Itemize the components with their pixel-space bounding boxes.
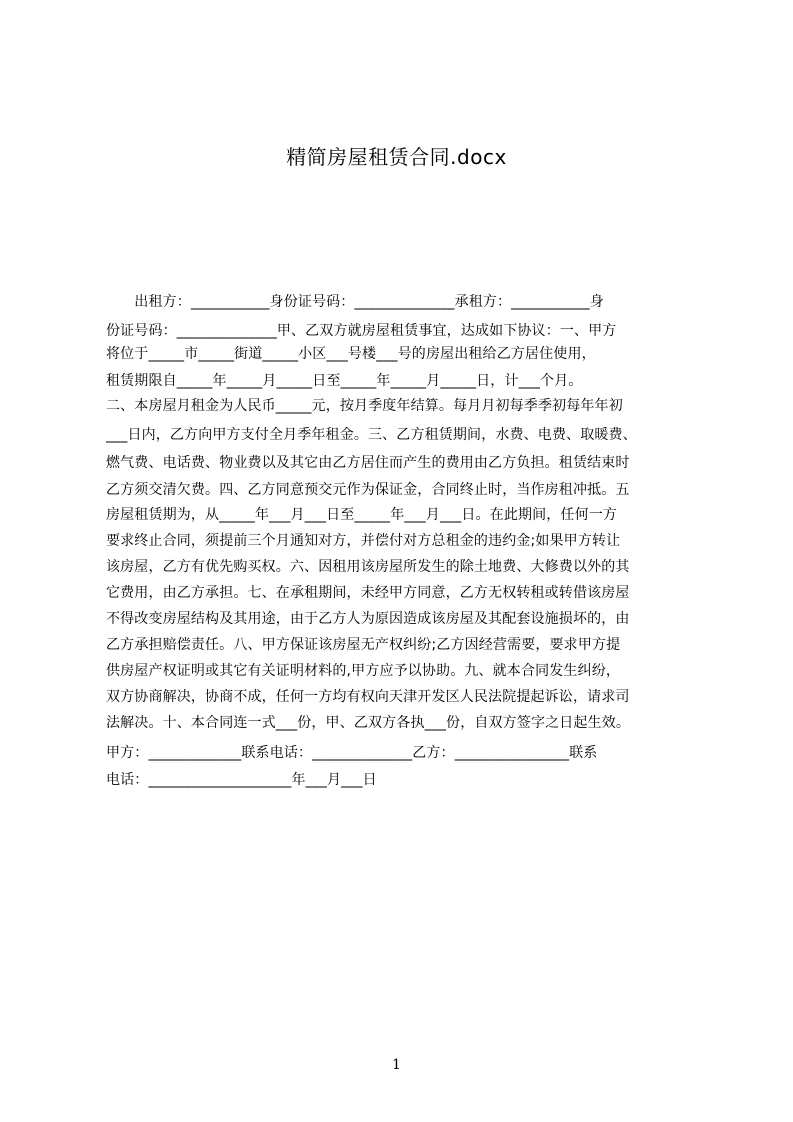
body-line: 将位于_____市_____街道_____小区___号楼___号的房屋出租给乙方居住使用， (106, 346, 596, 362)
body-line: 房屋租赁期为，从_____年___月___日至_____年___月___日。在此期间，任何一方 (106, 507, 618, 523)
body-line: ___日内，乙方向甲方支付全月季年租金。三、乙方租赁期间，水费、电费、取暖费、 (106, 427, 637, 443)
body-line: 份证号码：______________甲、乙双方就房屋租赁事宜，达成如下协议：一、甲方 (106, 323, 617, 339)
body-line: 甲方：_____________联系电话：______________乙方：________________联系 (106, 745, 598, 761)
body-line: 燃气费、电话费、物业费以及其它由乙方居住而产生的费用由乙方负担。租赁结束时 (106, 455, 630, 471)
body-line: 要求终止合同，须提前三个月通知对方，并偿付对方总租金的违约金;如果甲方转让 (106, 533, 621, 549)
body-line: 供房屋产权证明或其它有关证明材料的,甲方应予以协助。九、就本合同发生纠纷， (106, 663, 620, 679)
body-line: 出租方：___________身份证号码：______________承租方：___________身 (106, 294, 604, 310)
body-line: 租赁期限自_____年_____月_____日至_____年_____月_____日，计___个月。 (106, 373, 583, 389)
body-line: 它费用，由乙方承担。七、在承租期间，未经甲方同意，乙方无权转租或转借该房屋 (106, 585, 630, 601)
body-line: 不得改变房屋结构及其用途，由于乙方人为原因造成该房屋及其配套设施损坏的，由 (106, 611, 630, 627)
body-line: 电话：____________________年___月___日 (106, 772, 377, 788)
body-line: 法解决。十、本合同连一式___份，甲、乙双方各执___份，自双方签字之日起生效。 (106, 715, 630, 731)
body-line: 乙方须交清欠费。四、乙方同意预交元作为保证金，合同终止时，当作房租冲抵。五 (106, 482, 630, 498)
body-line: 乙方承担赔偿责任。八、甲方保证该房屋无产权纠纷;乙方因经营需要，要求甲方提 (106, 637, 621, 653)
body-line: 双方协商解决，协商不成，任何一方均有权向天津开发区人民法院提起诉讼，请求司 (106, 689, 630, 705)
document-title: 精简房屋租赁合同.docx (286, 145, 507, 169)
page-number: 1 (392, 1057, 401, 1073)
body-line: 该房屋，乙方有优先购买权。六、因租用该房屋所发生的除土地费、大修费以外的其 (106, 559, 630, 575)
body-line: 二、本房屋月租金为人民币_____元，按月季度年结算。每月月初每季季初每年年初 (106, 398, 623, 414)
